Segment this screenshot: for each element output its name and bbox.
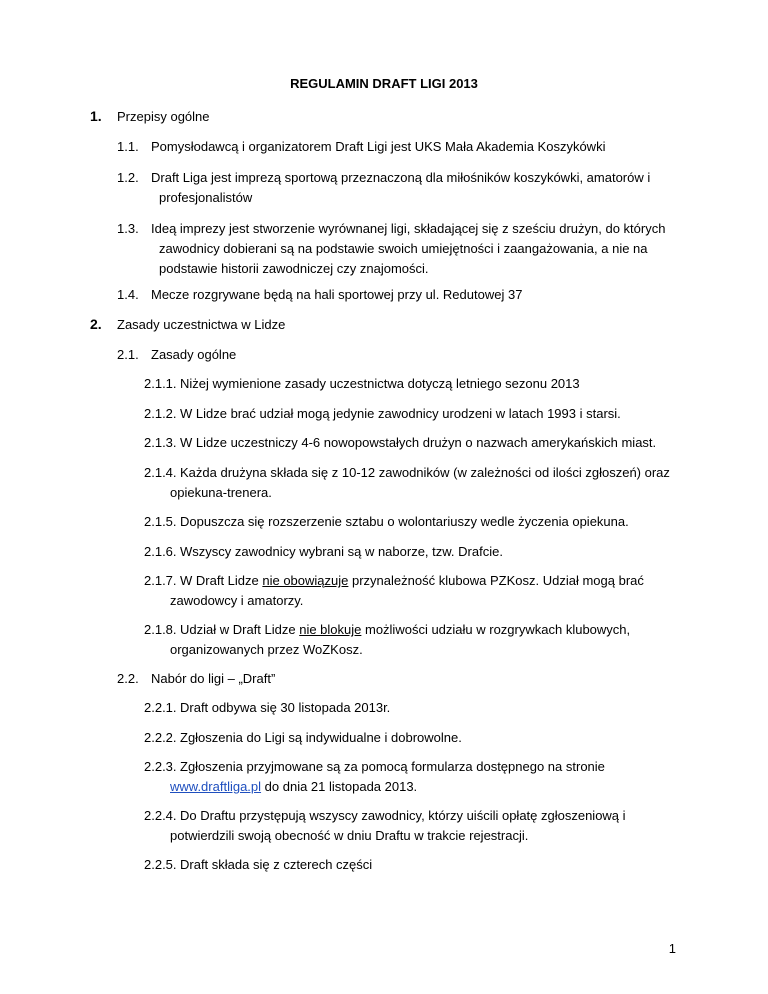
clause-text: Draft składa się z czterech części — [180, 857, 373, 872]
clause-number: 2.1. — [117, 347, 139, 362]
clause-text: Zasady ogólne — [151, 347, 237, 362]
clause-2-1-5 — [144, 512, 674, 532]
clause-text: W Lidze brać udział mogą jedynie zawodnicy urodzeni w latach 1993 i starsi. — [180, 406, 621, 421]
clause-text: Dopuszcza się rozszerzenie sztabu o wolontariuszy wedle życzenia opiekuna. — [180, 514, 629, 529]
draftliga-link[interactable]: www.draftliga.pl — [170, 779, 262, 794]
clause-text-line: Do Draftu przystępują wszyscy zawodnicy, którzy uiścili opłatę zgłoszeniową i — [180, 808, 626, 823]
clause-text: Wszyscy zawodnicy wybrani są w naborze, tzw. Drafcie. — [180, 544, 503, 559]
section-label: Przepisy ogólne — [117, 109, 210, 124]
clause-number: 2.2.4. — [144, 808, 177, 823]
clause-number: 2.1.5. — [144, 514, 177, 529]
clause-text-line: opiekuna-trenera. — [170, 485, 272, 500]
clause-text-line: Udział w Draft Lidze nie blokuje możliwości udziału w rozgrywkach klubowych, — [180, 622, 631, 637]
clause-text-line: Ideą imprezy jest stworzenie wyrównanej ligi, składającej się z sześciu drużyn, do których — [151, 221, 666, 236]
clause-text-line: zawodowcy i amatorzy. — [170, 593, 304, 608]
clause-text-line: organizowanych przez WoZKosz. — [170, 642, 363, 657]
clause-number: 2.2.3. — [144, 759, 177, 774]
clause-2-2-4 — [144, 806, 674, 846]
document-title: REGULAMIN DRAFT LIGI 2013 — [290, 76, 478, 91]
clause-2-1 — [117, 345, 677, 365]
clause-text: Draft odbywa się 30 listopada 2013r. — [180, 700, 391, 715]
clause-number: 2.1.2. — [144, 406, 177, 421]
clause-number: 2.1.4. — [144, 465, 177, 480]
clause-text: Zgłoszenia do Ligi są indywidualne i dobrowolne. — [180, 730, 462, 745]
clause-text-line: W Draft Lidze nie obowiązuje przynależność klubowa PZKosz. Udział mogą brać — [180, 573, 644, 588]
clause-number: 1.4. — [117, 287, 139, 302]
clause-number: 2.1.3. — [144, 435, 177, 450]
clause-2-1-2 — [144, 404, 674, 424]
clause-2-1-4 — [144, 463, 674, 503]
underlined-phrase: nie blokuje — [299, 622, 362, 637]
clause-2-2-5 — [144, 855, 674, 875]
clause-2-1-6 — [144, 542, 674, 562]
section-number: 1. — [90, 108, 102, 124]
clause-number: 2.1.8. — [144, 622, 177, 637]
clause-number: 2.2.1. — [144, 700, 177, 715]
underlined-phrase: nie obowiązuje — [262, 573, 349, 588]
clause-text: Pomysłodawcą i organizatorem Draft Ligi jest UKS Mała Akademia Koszykówki — [151, 139, 606, 154]
clause-2-1-1 — [144, 374, 674, 394]
clause-text-line: podstawie historii zawodniczej czy znajomości. — [159, 261, 429, 276]
clause-text-line: Każda drużyna składa się z 10-12 zawodników (w zależności od ilości zgłoszeń) oraz — [180, 465, 670, 480]
clause-text: W Lidze uczestniczy 4-6 nowopowstałych drużyn o nazwach amerykańskich miast. — [180, 435, 657, 450]
clause-number: 1.1. — [117, 139, 139, 154]
clause-2-1-7 — [144, 571, 674, 611]
clause-2-2-3 — [144, 757, 674, 797]
clause-text-line: www.draftliga.pl do dnia 21 listopada 2013. — [170, 779, 418, 794]
clause-text-line: Zgłoszenia przyjmowane są za pomocą formularza dostępnego na stronie — [180, 759, 605, 774]
clause-1-2 — [117, 168, 677, 208]
clause-number: 2.2. — [117, 671, 139, 686]
clause-number: 2.1.1. — [144, 376, 177, 391]
clause-text-line: potwierdzili swoją obecność w dniu Draftu w trakcie rejestracji. — [170, 828, 529, 843]
clause-1-3 — [117, 219, 677, 279]
clause-text-line: profesjonalistów — [159, 190, 253, 205]
clause-text: Mecze rozgrywane będą na hali sportowej przy ul. Redutowej 37 — [151, 287, 523, 302]
clause-2-2-1 — [144, 698, 674, 718]
clause-text: Nabór do ligi – „Draft” — [151, 671, 276, 686]
section-label: Zasady uczestnictwa w Lidze — [117, 317, 286, 332]
clause-2-2-2 — [144, 728, 674, 748]
clause-number: 2.2.5. — [144, 857, 177, 872]
clause-2-1-3 — [144, 433, 674, 453]
clause-1-4 — [117, 285, 677, 305]
clause-2-2 — [117, 669, 677, 689]
section-number: 2. — [90, 316, 102, 332]
clause-number: 2.1.7. — [144, 573, 177, 588]
clause-number: 1.2. — [117, 170, 139, 185]
clause-number: 2.2.2. — [144, 730, 177, 745]
clause-text-line: zawodnicy dobierani są na podstawie swoich umiejętności i zaangażowania, a nie na — [159, 241, 648, 256]
clause-text-line: Draft Liga jest imprezą sportową przeznaczoną dla miłośników koszykówki, amatorów i — [151, 170, 651, 185]
clause-1-1 — [117, 137, 677, 157]
page-number: 1 — [668, 941, 676, 956]
clause-number: 2.1.6. — [144, 544, 177, 559]
clause-number: 1.3. — [117, 221, 139, 236]
clause-text: Niżej wymienione zasady uczestnictwa dotyczą letniego sezonu 2013 — [180, 376, 580, 391]
clause-2-1-8 — [144, 620, 674, 660]
